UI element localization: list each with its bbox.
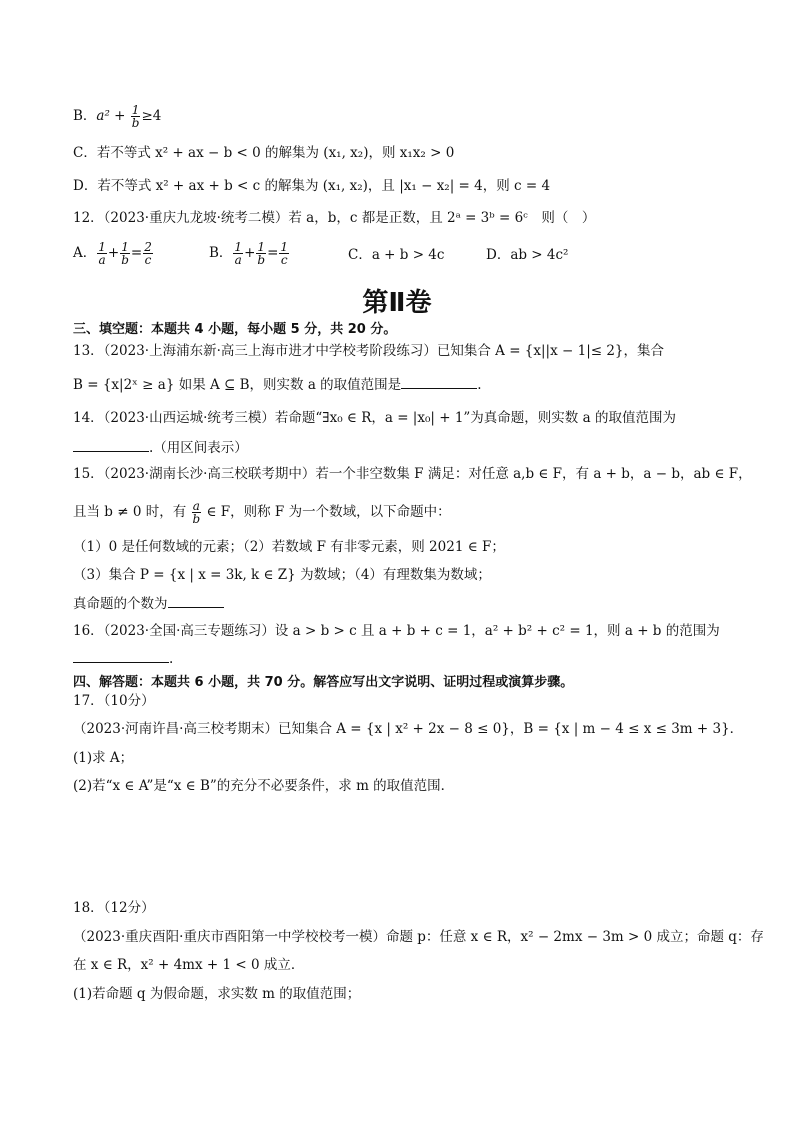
q15-line-5 <box>73 593 224 614</box>
option-label: A． <box>73 245 97 261</box>
numerator: 1 <box>121 240 129 254</box>
q16-line-2 <box>73 648 173 669</box>
option-b-tail: ≥4 <box>141 108 162 124</box>
q15-line-3: （1）0 是任何数域的元素；（2）若数域 F 有非零元素，则 2021 ∈ F； <box>73 539 505 555</box>
q12-option-b: B． $\frac{1}{a}$ + $\frac{1}{b}$ = $\frac{1}{c}$ <box>209 240 289 267</box>
section-solution-header: 四、解答题：本题共 6 小题，共 70 分。解答应写出文字说明、证明过程或演算步骤。 <box>73 675 574 690</box>
answer-blank[interactable] <box>168 593 224 608</box>
section-fill-in-header: 三、填空题：本题共 4 小题，每小题 5 分，共 20 分。 <box>73 322 397 337</box>
q15-line-4: （3）集合 P = {x | x = 3k, k ∈ Z} 为数域；（4）有理数集为数域； <box>73 567 491 583</box>
fraction <box>279 241 289 266</box>
q11-option-d: D．若不等式 x² + ax + b < c 的解集为 (x₁, x₂)，且 |x₁ − x₂| = 4，则 c = 4 <box>73 178 551 194</box>
q14-end: .（用区间表示） <box>149 440 248 456</box>
q11-option-c: C．若不等式 x² + ax − b < 0 的解集为 (x₁, x₂)，则 x₁x₂ > 0 <box>73 145 455 161</box>
q14-line-2 <box>73 437 248 458</box>
answer-blank[interactable] <box>73 437 149 452</box>
q12-option-d: D．ab > 4c² <box>486 247 569 263</box>
denominator: c <box>144 253 152 267</box>
q11-option-b <box>73 104 161 129</box>
numerator: 1 <box>280 240 289 254</box>
q18-line-1: （2023·重庆酉阳·重庆市酉阳第一中学校校考一模）命题 p：任意 x ∈ R，x² − 2mx − 3m > 0 成立；命题 q：存 <box>73 929 764 945</box>
fraction <box>192 500 202 525</box>
numerator: 1 <box>257 240 266 254</box>
q15-text-a: 且当 b ≠ 0 时，有 <box>73 504 191 520</box>
fraction <box>143 241 153 266</box>
q17-part-1: (1)求 A； <box>73 750 134 766</box>
q13-line-2 <box>73 374 481 395</box>
q12-option-a: A． $\frac{1}{a}$ + $\frac{1}{b}$ = $\frac{2}{c}$ <box>73 240 152 267</box>
q18-score: 18．（12分） <box>73 900 155 916</box>
denominator: a <box>234 253 242 267</box>
numerator: 1 <box>234 240 243 254</box>
q15-text-b: ∈ F，则称 F 为一个数域，以下命题中： <box>202 504 451 520</box>
denominator: b <box>257 253 266 267</box>
fraction <box>131 104 141 129</box>
q18-line-2: 在 x ∈ R，x² + 4mx + 1 < 0 成立． <box>73 957 305 973</box>
answer-blank[interactable] <box>401 374 477 389</box>
q13-line-1: 13．（2023·上海浦东新·高三上海市进才中学校考阶段练习）已知集合 A = {x||x − 1|≤ 2}，集合 <box>73 343 665 359</box>
q12-stem: 12．（2023·重庆九龙坡·统考二模）若 a，b，c 都是正数，且 2ᵃ = 3ᵇ = 6ᶜ 则（ ） <box>73 210 596 226</box>
q17-score: 17．（10分） <box>73 693 155 709</box>
fraction <box>233 241 243 266</box>
q16-line-1: 16．（2023·全国·高三专题练习）设 a > b > c 且 a + b + c = 1，a² + b² + c² = 1，则 a + b 的范围为 <box>73 623 720 639</box>
numerator: 1 <box>131 103 140 117</box>
answer-blank[interactable] <box>73 648 169 663</box>
q17-stem: （2023·河南许昌·高三校考期末）已知集合 A = {x | x² + 2x − 8 ≤ 0}，B = {x | m − 4 ≤ x ≤ 3m + 3}． <box>73 721 744 737</box>
denominator: b <box>131 116 140 130</box>
q17-part-2: (2)若“x ∈ A”是“x ∈ B”的充分不必要条件，求 m 的取值范围． <box>73 778 455 794</box>
option-label: B． <box>209 245 233 261</box>
q15-line-1: 15．（2023·湖南长沙·高三校联考期中）若一个非空数集 F 满足：对任意 a,b ∈ F，有 a + b，a − b，ab ∈ F， <box>73 466 752 482</box>
numerator: 1 <box>98 240 106 254</box>
option-label: B． <box>73 108 97 124</box>
denominator: c <box>280 253 288 267</box>
denominator: b <box>121 253 129 267</box>
q13-end: . <box>477 377 482 393</box>
numerator: 2 <box>144 240 152 254</box>
q15-line-2 <box>73 500 451 525</box>
fraction <box>256 241 266 266</box>
q12-option-c: C．a + b > 4c <box>348 247 445 263</box>
q16-end: . <box>169 651 174 667</box>
numerator: a <box>192 499 200 513</box>
fraction <box>120 241 130 266</box>
q14-line-1: 14．（2023·山西运城·统考三模）若命题“∃x₀ ∈ R，a = |x₀| + 1”为真命题，则实数 a 的取值范围为 <box>73 410 676 426</box>
option-b-expr: a² + <box>96 108 130 124</box>
q18-part-1: (1)若命题 q 为假命题，求实数 m 的取值范围； <box>73 986 361 1002</box>
q15-text: 真命题的个数为 <box>73 596 168 612</box>
fraction <box>97 241 107 266</box>
denominator: b <box>192 512 201 526</box>
volume-title: 第Ⅱ卷 <box>362 288 432 318</box>
q13-text: B = {x|2ˣ ≥ a} 如果 A ⊆ B，则实数 a 的取值范围是 <box>73 377 402 393</box>
denominator: a <box>98 253 106 267</box>
